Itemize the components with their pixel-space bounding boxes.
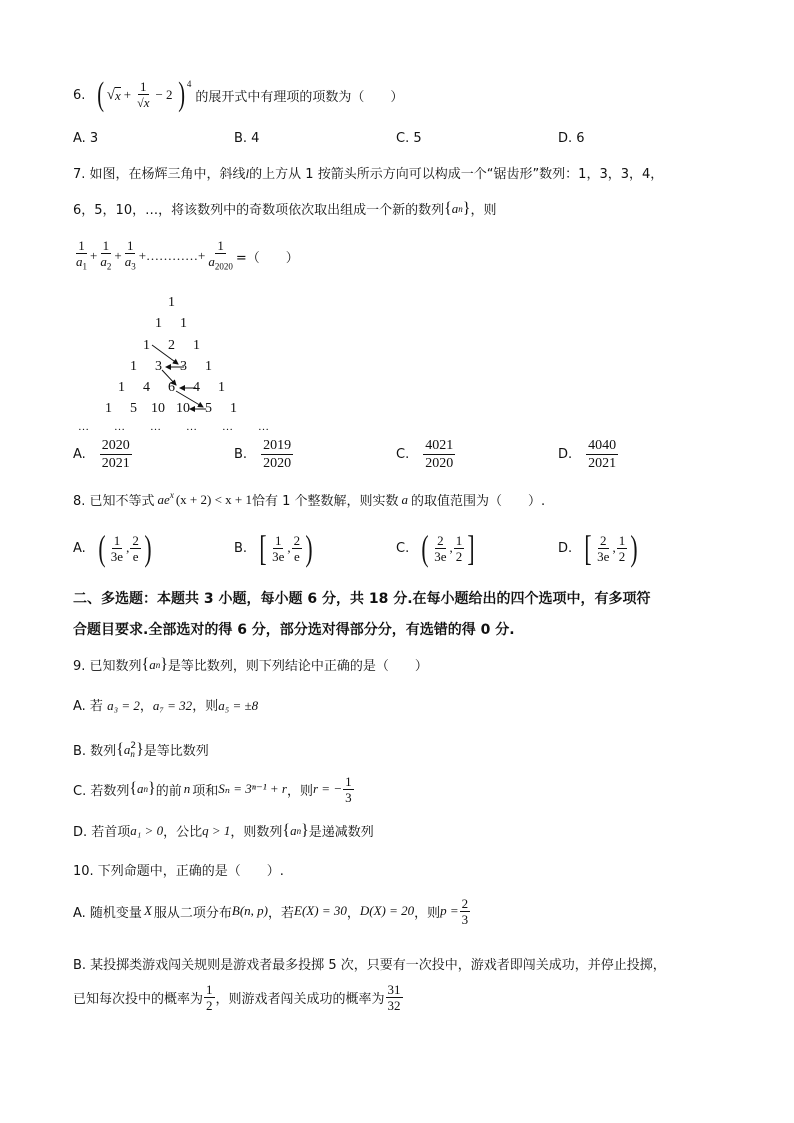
q7-option-a: A. $\frac{2020}{2021}$ <box>73 438 130 471</box>
q6-option-d: D. 6 <box>558 131 585 146</box>
q9-option-c: C. 若数列 { a n } 的前 n 项和 Sₙ = 3ⁿ⁻¹ + r ，则 r = − $\frac{1}{3}$ <box>73 773 352 805</box>
q6-option-b: B. 4 <box>234 131 260 146</box>
q8-option-d: D. [ $\frac{2}{3e}$ , $\frac{1}{2}$ ) <box>558 528 638 568</box>
q7-line2: 6，5，10，…，将该数列中的奇数项依次取出组成一个新的数列 { a n } ，则 <box>73 199 497 218</box>
q6-option-a: A. 3 <box>73 131 99 146</box>
q8-option-a: A. ( $\frac{1}{3e}$ , $\frac{2}{e}$ ) <box>73 528 152 568</box>
q7-option-c: C. $\frac{4021}{2020}$ <box>396 438 454 471</box>
q10-option-b-line2: 已知每次投中的概率为 $\frac{1}{2}$ ，则游戏者闯关成功的概率为 $\frac{31}{32}$ <box>73 981 401 1013</box>
q8-stem: 8. 已知不等式 ae $^x$ (x + 2) < x + 1 恰有 1 个整数解，则实数 a 的取值范围为（ ）. <box>73 490 546 509</box>
q9-option-a: A. 若 a₃ = 2，a₇ = 32，则a₅ = ±8 <box>73 698 259 714</box>
q8-option-c: C. ( $\frac{2}{3e}$ , $\frac{1}{2}$ ] <box>396 528 475 568</box>
section2-line2: 合题目要求.全部选对的得 6 分，部分选对得部分分，有选错的得 0 分. <box>73 622 515 638</box>
q6-number: 6. <box>73 87 86 103</box>
q9-stem: 9. 已知数列 { a n } 是等比数列，则下列结论中正确的是（ ） <box>73 655 428 674</box>
q9-option-b: B. 数列 { a 2 n } 是等比数列 <box>73 740 209 759</box>
q10-option-a: A. 随机变量 X 服从二项分布 B(n, p) ，若 E(X) = 30 ， D(X) = 20 ，则 p = $\frac{2}{3}$ <box>73 895 469 927</box>
q10-option-b-line1: B. 某投掷类游戏闯关规则是游戏者最多投掷 5 次，只要有一次投中，游戏者即闯关成功，并停止投掷， <box>73 958 666 973</box>
q9-option-d: D. 若首项 a₁ > 0 ，公比 q > 1 ，则数列 { a n } 是递减数列 <box>73 821 374 840</box>
diagonal-arrows <box>0 0 300 440</box>
q7-option-d: D. $\frac{4040}{2021}$ <box>558 438 617 471</box>
q10-stem: 10. 下列命题中，正确的是（ ）. <box>73 864 284 879</box>
q7-sum: $\frac{1}{a_1}$ + $\frac{1}{a_2}$ + $\frac{1}{a_3}$ +…………+ $\frac{1}{a_{2020}}$ =（ ） <box>76 238 299 272</box>
q6-expression: ( √ x + $\frac{1}{√x}$ − 2 ) $^4$ <box>97 76 192 113</box>
q6-option-c: C. 5 <box>396 131 422 146</box>
q7-line1: 7. 如图，在杨辉三角中，斜线l的上方从 1 按箭头所示方向可以构成一个“锯齿形”数列：1，3，3，4， <box>73 166 664 182</box>
q6-text: 的展开式中有理项的项数为（ ） <box>195 89 404 105</box>
section2-line1: 二、多选题：本题共 3 小题，每小题 6 分，共 18 分.在每小题给出的四个选项中，有多项符 <box>73 591 651 607</box>
q6-sqrt-x: x <box>114 87 121 103</box>
q7-option-b: B. $\frac{2019}{2020}$ <box>234 438 292 471</box>
q8-option-b: B. [ $\frac{1}{3e}$ , $\frac{2}{e}$ ) <box>234 528 313 568</box>
triangle-dots-row: … … … … … … <box>78 421 270 433</box>
